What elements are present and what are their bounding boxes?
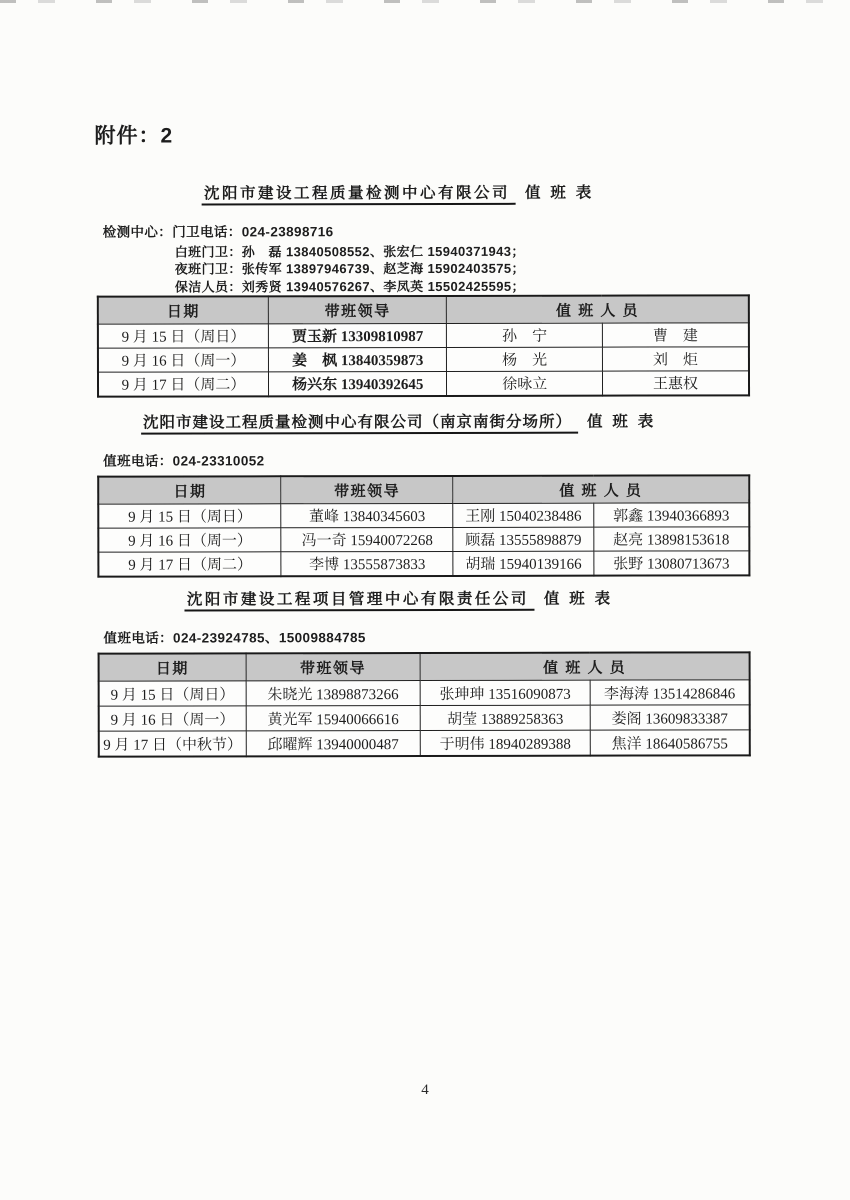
staff-cell: 顾磊 13555898879 xyxy=(453,527,594,551)
gate-staff-lines xyxy=(175,242,750,295)
section1-title xyxy=(97,182,750,205)
day-guard-line: 白班门卫：孙 磊 13840508552、张宏仁 15940371943； xyxy=(174,243,525,260)
cleaning-staff-line: 保洁人员：刘秀贤 13940576267、李凤英 15502425595； xyxy=(174,278,525,295)
header-staff: 值 班 人 员 xyxy=(447,296,749,324)
duty-phone-line-3: 值班电话：024-23924785、15009884785 xyxy=(103,630,366,646)
staff-cell: 焦洋 18640586755 xyxy=(590,730,750,756)
leader-cell: 董峰 13840345603 xyxy=(281,504,453,528)
table-row xyxy=(98,503,749,528)
staff-cell: 杨 光 xyxy=(447,347,603,371)
duty-phone-line-2: 值班电话：024-23310052 xyxy=(103,453,265,469)
night-guard-line: 夜班门卫：张传军 13897946739、赵芝海 15902403575； xyxy=(174,261,525,277)
header-staff: 值 班 人 员 xyxy=(420,653,749,681)
leader-cell: 贾玉新 13309810987 xyxy=(268,324,446,348)
header-staff: 值 班 人 员 xyxy=(453,476,749,504)
section-project-management xyxy=(97,589,750,758)
attachment-label: 附件：2 xyxy=(94,124,174,148)
staff-cell: 赵亮 13898153618 xyxy=(594,527,750,551)
section2-title-underlined: 沈阳市建设工程质量检测中心有限公司（南京南街分场所） xyxy=(141,414,578,435)
section2-title-suffix: 值 班 表 xyxy=(586,413,657,431)
contact-phone-line: 检测中心：门卫电话：024-23898716 xyxy=(102,224,334,240)
table-row xyxy=(98,347,749,372)
staff-cell: 刘 炬 xyxy=(602,347,749,371)
table-row xyxy=(99,730,750,757)
table-row xyxy=(99,705,750,731)
header-date: 日期 xyxy=(98,297,269,325)
section1-title-suffix: 值 班 表 xyxy=(524,184,595,202)
table-header-row xyxy=(98,296,749,325)
staff-cell: 胡瑞 15940139166 xyxy=(453,551,594,576)
staff-cell: 李海涛 13514286846 xyxy=(590,680,750,705)
date-cell: 9 月 17 日（周二） xyxy=(98,552,281,577)
table-header-row xyxy=(98,476,749,505)
staff-cell: 孙 宁 xyxy=(447,323,603,347)
section1-title-underlined: 沈阳市建设工程质量检测中心有限公司 xyxy=(202,185,516,206)
table-row xyxy=(98,323,749,348)
date-cell: 9 月 16 日（周一） xyxy=(98,528,281,552)
staff-cell: 王刚 15040238486 xyxy=(453,503,594,527)
section2-title xyxy=(97,412,750,435)
leader-cell: 朱晓光 13898873266 xyxy=(246,681,421,706)
leader-cell: 冯一奇 15940072268 xyxy=(281,528,453,552)
table-row xyxy=(98,371,749,397)
header-leader: 带班领导 xyxy=(246,653,421,681)
staff-cell: 娄阁 13609833387 xyxy=(590,705,750,730)
date-cell: 9 月 15 日（周日） xyxy=(99,681,246,706)
section3-title-suffix: 值 班 表 xyxy=(543,590,614,608)
section3-title-underlined: 沈阳市建设工程项目管理中心有限责任公司 xyxy=(185,591,535,612)
staff-cell: 徐咏立 xyxy=(447,371,603,396)
table-row xyxy=(98,551,749,577)
table-row xyxy=(98,527,749,552)
section-main-company xyxy=(97,182,750,398)
date-cell: 9 月 16 日（周一） xyxy=(98,348,269,372)
header-date: 日期 xyxy=(99,654,246,682)
header-leader: 带班领导 xyxy=(268,296,446,324)
leader-cell: 李博 13555873833 xyxy=(281,552,453,577)
date-cell: 9 月 17 日（周二） xyxy=(98,372,269,397)
staff-cell: 曹 建 xyxy=(602,323,749,347)
staff-cell: 王惠权 xyxy=(602,371,749,396)
duty-table-2 xyxy=(97,475,750,578)
duty-table-1 xyxy=(97,295,750,398)
duty-table-3 xyxy=(98,652,751,758)
date-cell: 9 月 16 日（周一） xyxy=(99,706,246,731)
section3-title xyxy=(97,589,750,612)
header-leader: 带班领导 xyxy=(281,476,453,504)
staff-cell: 张野 13080713673 xyxy=(594,551,750,576)
date-cell: 9 月 17 日（中秋节） xyxy=(99,731,246,757)
leader-cell: 邱曜辉 13940000487 xyxy=(246,731,421,757)
document-content xyxy=(96,0,751,758)
staff-cell: 于明伟 18940289388 xyxy=(420,730,590,756)
leader-cell: 杨兴东 13940392645 xyxy=(269,372,447,397)
table-header-row xyxy=(99,653,750,682)
table-row xyxy=(99,680,750,706)
date-cell: 9 月 15 日（周日） xyxy=(98,504,281,528)
page-number: 4 xyxy=(421,1082,429,1098)
leader-cell: 姜 枫 13840359873 xyxy=(268,348,446,372)
date-cell: 9 月 15 日（周日） xyxy=(98,324,269,348)
staff-cell: 胡莹 13889258363 xyxy=(420,705,590,730)
staff-cell: 张珅珅 13516090873 xyxy=(420,680,590,705)
section-nanjing-branch xyxy=(97,412,750,578)
staff-cell: 郭鑫 13940366893 xyxy=(594,503,750,527)
leader-cell: 黄光军 15940066616 xyxy=(246,706,421,731)
header-date: 日期 xyxy=(98,477,281,505)
